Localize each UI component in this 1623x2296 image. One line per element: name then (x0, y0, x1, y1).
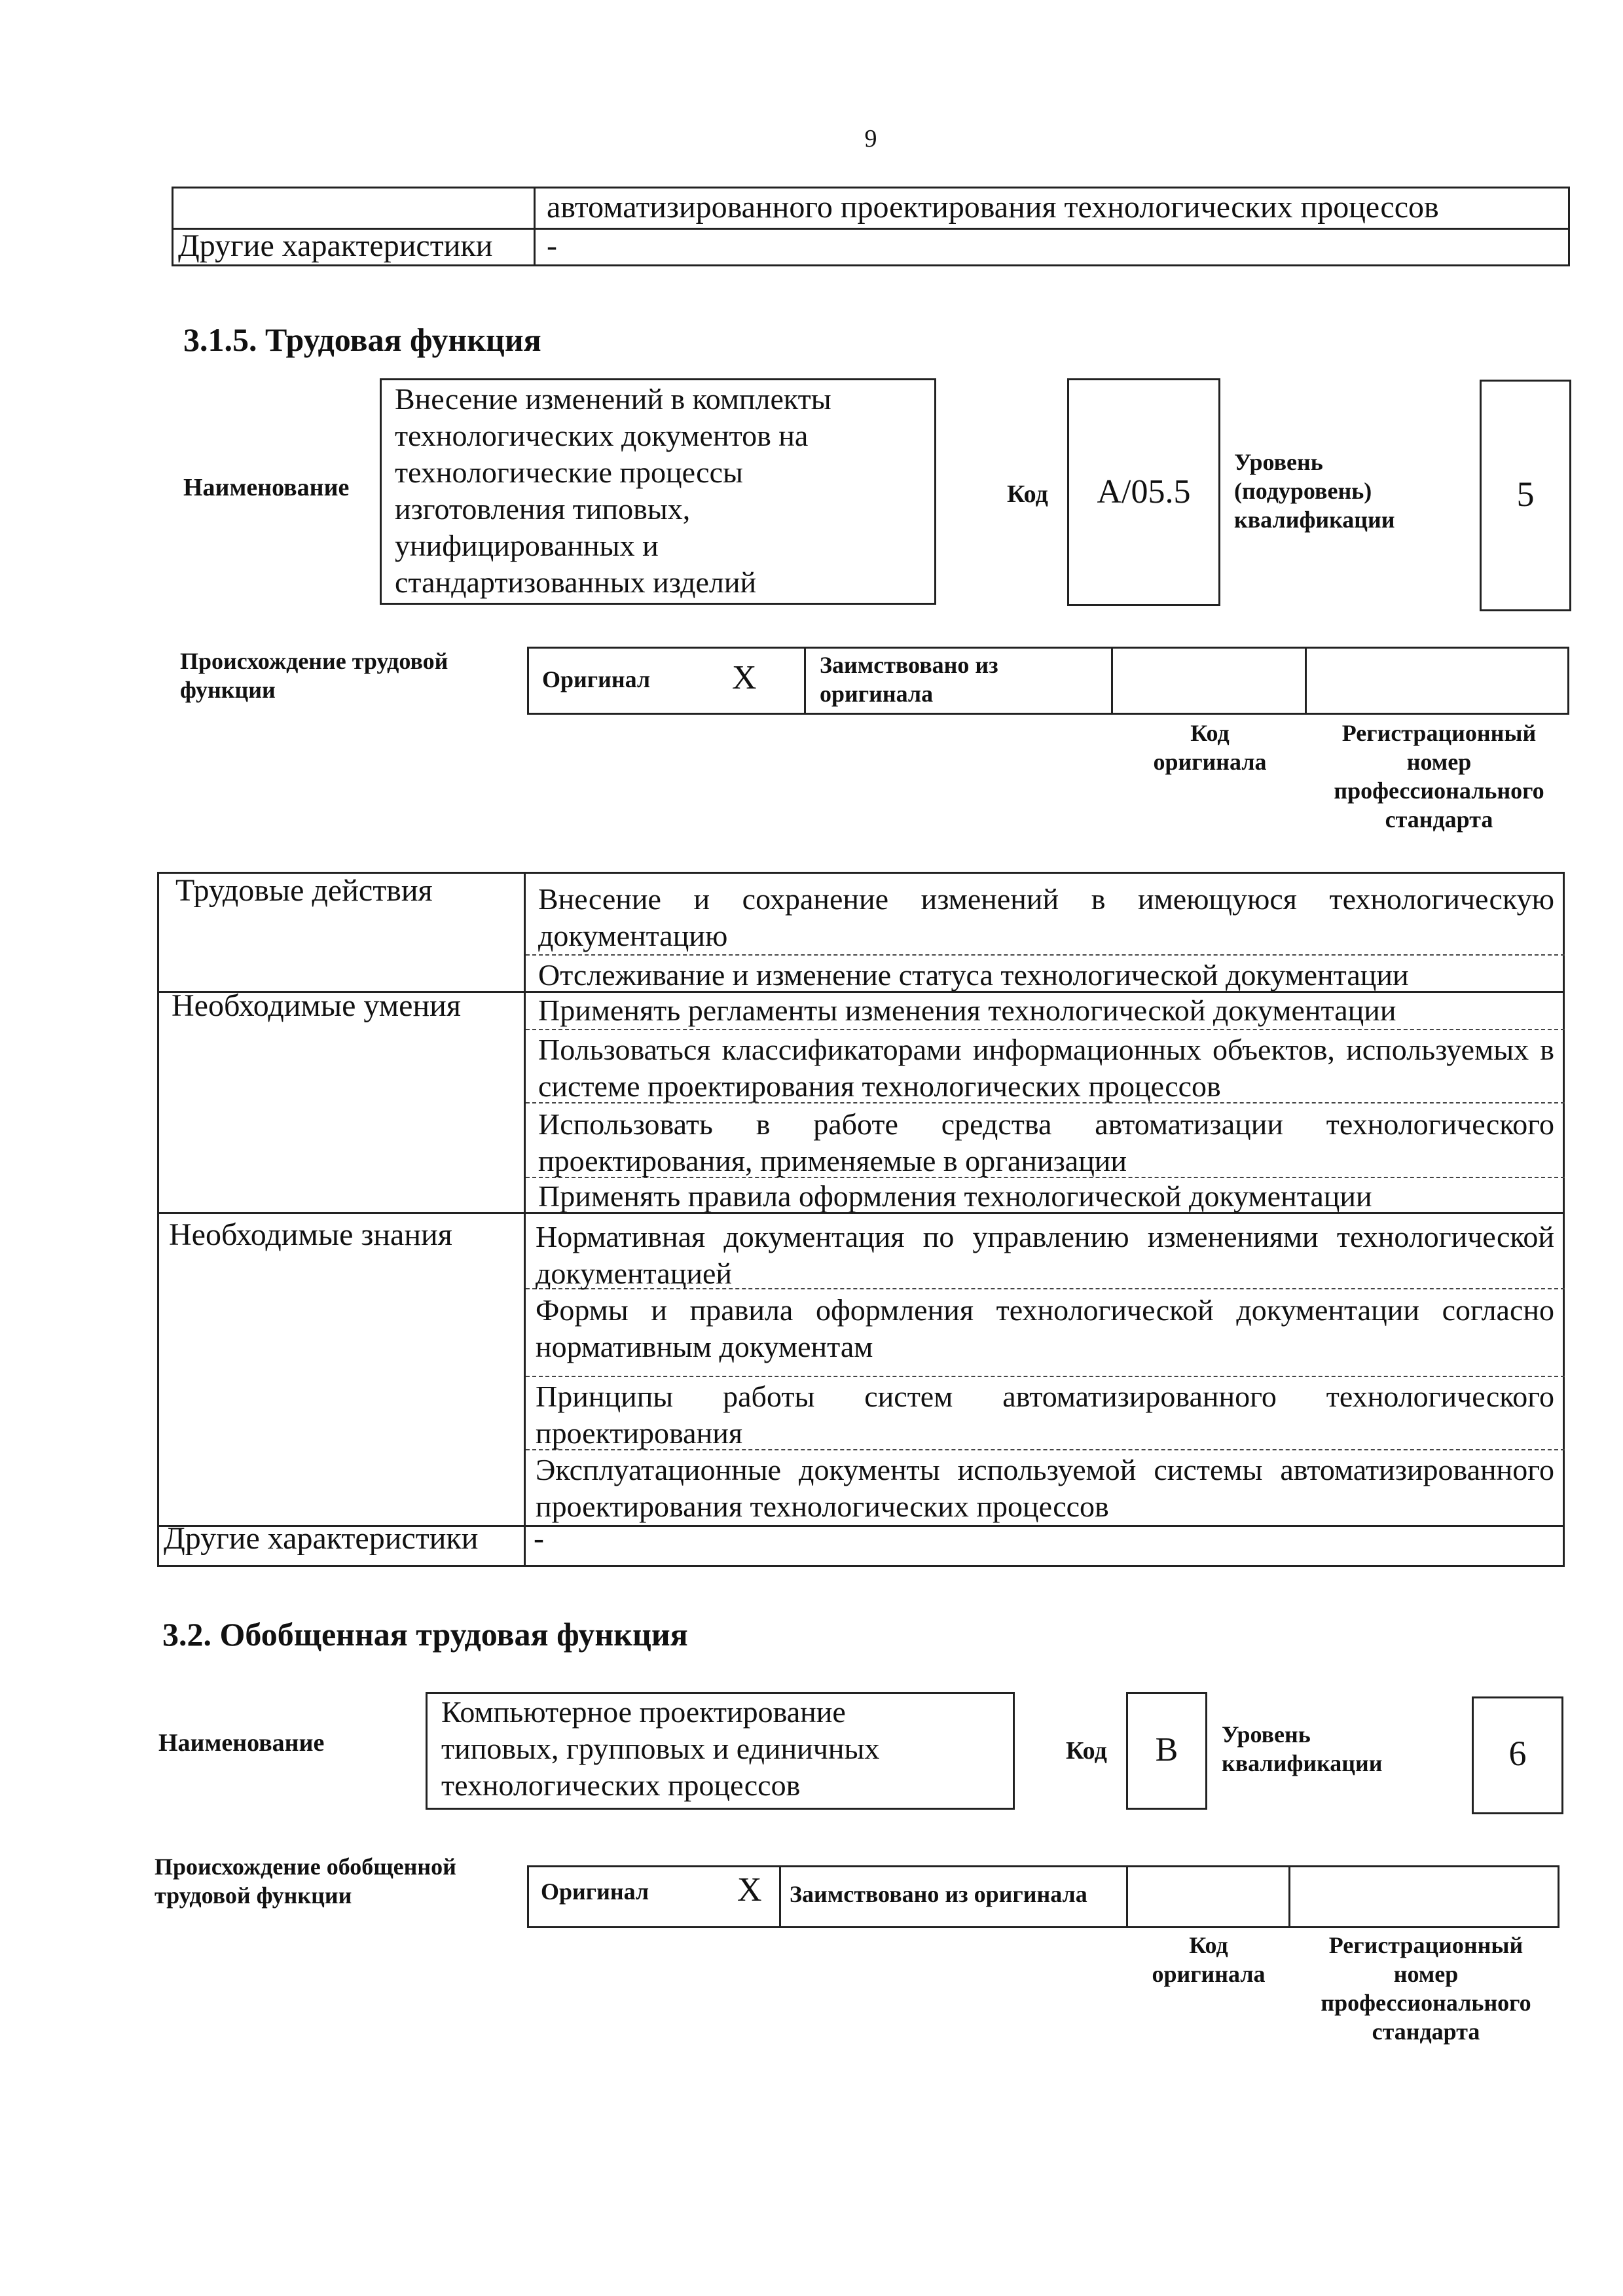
original-mark: X (737, 1871, 762, 1909)
original-code-caption: Код оригинала (1153, 720, 1267, 775)
other-characteristics-label: Другие характеристики (164, 1521, 479, 1556)
original-label: Оригинал (542, 666, 651, 692)
knowledge-item: Формы и правила оформления технологической документации согласно нормативным документам (536, 1293, 1554, 1363)
qualification-level-value: 5 (1516, 475, 1535, 514)
skill-item: Пользоваться классификаторами информационных объектов, используемых в системе проектирования технологических процессов (538, 1033, 1554, 1103)
skill-item: Применять регламенты изменения технологической документации (538, 994, 1396, 1027)
borrowed-label: Заимствовано из оригинала (820, 652, 998, 707)
name-label: Наименование (183, 474, 350, 501)
other-characteristics-label: Другие характеристики (178, 228, 493, 263)
labor-action-item: Отслеживание и изменение статуса технологической документации (538, 958, 1409, 992)
function-name: Внесение изменений в комплекты технологических документов на технологические процессы изготовления типовых, унифицированных и стандартизованных изделий (395, 382, 831, 599)
knowledge-item: Эксплуатационные документы используемой системы автоматизированного проектирования технологических процессов (536, 1453, 1554, 1523)
origin-label: Происхождение трудовой функции (180, 648, 448, 703)
skill-item: Использовать в работе средства автоматизации технологического проектирования, применяемые в организации (538, 1107, 1554, 1177)
section-heading-3-2: 3.2. Обобщенная трудовая функция (162, 1616, 688, 1653)
skills-label: Необходимые умения (172, 988, 461, 1023)
generalized-function-name: Компьютерное проектирование типовых, групповых и единичных технологических процессов (441, 1695, 880, 1802)
original-code-caption: Код оригинала (1152, 1932, 1266, 1987)
name-label: Наименование (158, 1729, 325, 1757)
knowledge-item: Нормативная документация по управлению изменениями технологической документацией (536, 1220, 1554, 1290)
skill-item: Применять правила оформления технологической документации (538, 1179, 1372, 1213)
other-characteristics-value: - (534, 1521, 544, 1556)
qualification-level-label: Уровень квалификации (1222, 1721, 1383, 1776)
qualification-level-value: 6 (1508, 1734, 1527, 1773)
code-value: B (1155, 1731, 1178, 1768)
registration-number-caption: Регистрационный номер профессионального стандарта (1334, 720, 1544, 833)
section-heading-3-1-5: 3.1.5. Трудовая функция (183, 321, 541, 358)
qualification-level-label: Уровень (подуровень) квалификации (1234, 449, 1395, 533)
labor-actions-label: Трудовые действия (175, 873, 433, 908)
knowledge-item: Принципы работы систем автоматизированного технологического проектирования (536, 1380, 1554, 1450)
original-mark: X (732, 659, 757, 696)
code-value: A/05.5 (1097, 473, 1191, 511)
page-number: 9 (864, 125, 877, 152)
original-label: Оригинал (541, 1878, 649, 1905)
code-label: Код (1007, 480, 1048, 508)
code-label: Код (1066, 1737, 1107, 1765)
knowledge-label: Необходимые знания (169, 1217, 452, 1252)
origin-label: Происхождение обобщенной трудовой функции (155, 1854, 456, 1909)
registration-number-caption: Регистрационный номер профессионального стандарта (1321, 1932, 1531, 2045)
borrowed-label: Заимствовано из оригинала (790, 1881, 1087, 1907)
other-characteristics-value: - (547, 228, 557, 263)
labor-action-item: Внесение и сохранение изменений в имеющуюся технологическую документацию (538, 882, 1554, 952)
continuation-text: автоматизированного проектирования технологических процессов (547, 190, 1439, 224)
